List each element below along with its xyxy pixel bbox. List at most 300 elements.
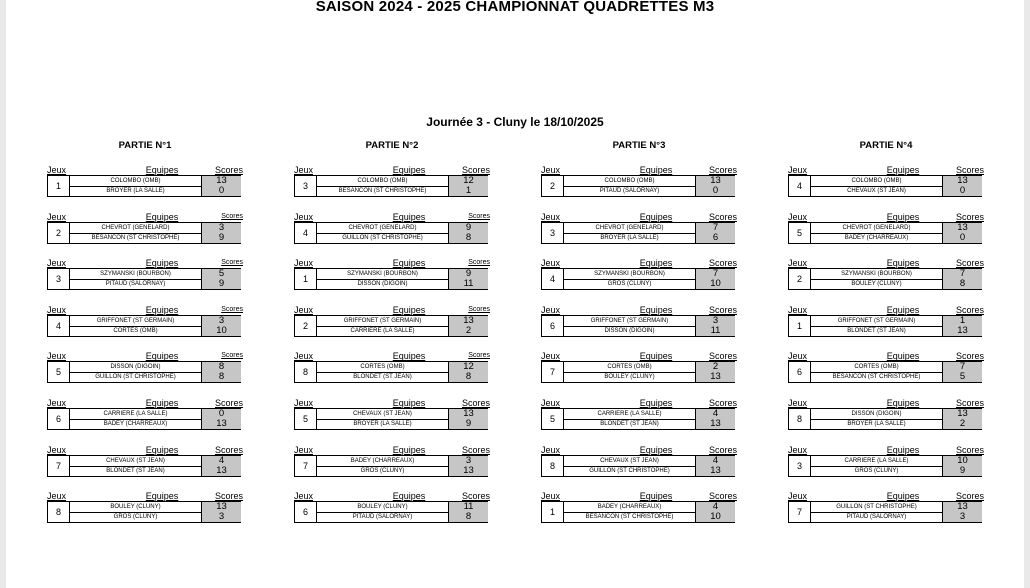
jeux-header: Jeux xyxy=(788,397,808,408)
match-block xyxy=(788,445,984,492)
scores-header: Scores xyxy=(955,211,984,222)
team-2-score: 9 xyxy=(942,466,982,476)
match-table xyxy=(788,455,982,477)
match-table xyxy=(294,455,488,477)
team-2-name: BLONDET (ST JEAN) xyxy=(600,420,659,427)
scores-header: Scores xyxy=(461,397,490,408)
score-sheet xyxy=(6,0,1024,588)
match-block xyxy=(788,212,984,259)
scores-header: Scores xyxy=(221,305,243,313)
team-2-score: 13 xyxy=(695,419,735,429)
jeu-number: 3 xyxy=(48,269,70,289)
team-1-score: 13 xyxy=(448,316,488,327)
team-1-name: CARRIERE (LA SALLE) xyxy=(564,409,695,420)
partie-column xyxy=(47,139,243,538)
match-table xyxy=(47,408,241,430)
jeux-header: Jeux xyxy=(541,304,561,315)
scores-header: Scores xyxy=(214,397,243,408)
match-block xyxy=(541,351,737,398)
match-table xyxy=(47,501,241,523)
equipes-header: Equipes xyxy=(639,397,673,408)
team-1-name: CHEVAUX (ST JEAN) xyxy=(564,456,695,467)
team-1-name: CHEVROT (GENELARD) xyxy=(317,223,448,234)
team-1-score: 4 xyxy=(695,456,735,467)
team-2-score: 3 xyxy=(942,512,982,522)
team-2-name: BESANCON (ST CHRISTOPHE) xyxy=(585,514,674,521)
team-2-score: 13 xyxy=(201,466,241,476)
match-table xyxy=(47,175,241,197)
team-1-name: CHEVAUX (ST JEAN) xyxy=(317,409,448,420)
jeu-number: 1 xyxy=(48,176,70,196)
jeux-header: Jeux xyxy=(294,351,314,362)
equipes-header: Equipes xyxy=(392,304,426,315)
team-2-name: DISSON (DIGOIN) xyxy=(357,281,408,288)
match-table xyxy=(788,501,982,523)
scores-header: Scores xyxy=(468,212,490,220)
team-2-name: BESANCON (ST CHRISTOPHE) xyxy=(832,374,921,381)
match-block xyxy=(541,398,737,445)
match-table xyxy=(294,268,488,290)
jeu-number: 3 xyxy=(542,223,564,243)
team-2-score: 9 xyxy=(201,279,241,289)
match-table xyxy=(47,222,241,244)
equipes-header: Equipes xyxy=(145,491,179,502)
scores-header: Scores xyxy=(955,444,984,455)
team-1-score: 9 xyxy=(448,269,488,280)
jeux-header: Jeux xyxy=(788,304,808,315)
jeux-header: Jeux xyxy=(541,165,561,175)
jeux-header: Jeux xyxy=(47,491,67,502)
team-1-name: CARRIERE (LA SALLE) xyxy=(70,409,201,420)
team-2-name: BESANCON (ST CHRISTOPHE) xyxy=(91,234,180,241)
match-table xyxy=(47,361,241,383)
match-block xyxy=(294,351,490,398)
team-2-name: BROYER (LA SALLE) xyxy=(600,234,659,241)
match-block xyxy=(541,491,737,538)
jeux-header: Jeux xyxy=(294,444,314,455)
scores-header: Scores xyxy=(708,258,737,269)
scores-header: Scores xyxy=(708,491,737,502)
journee-subtitle: Journée 3 - Cluny le 18/10/2025 xyxy=(426,115,604,129)
jeux-header: Jeux xyxy=(47,304,67,315)
match-table xyxy=(541,175,735,197)
equipes-header: Equipes xyxy=(639,165,673,175)
scores-header: Scores xyxy=(468,352,490,360)
match-table xyxy=(541,501,735,523)
match-table xyxy=(47,315,241,337)
team-2-name: BESANCON (ST CHRISTOPHE) xyxy=(338,188,427,194)
scores-header: Scores xyxy=(955,397,984,408)
match-block xyxy=(541,165,737,212)
team-2-name: BROYER (LA SALLE) xyxy=(847,420,906,427)
scores-header: Scores xyxy=(708,304,737,315)
match-block xyxy=(541,305,737,352)
partie-title: PARTIE N°1 xyxy=(118,140,172,151)
scores-header: Scores xyxy=(955,304,984,315)
team-1-name: BOULEY (CLUNY) xyxy=(317,502,448,513)
jeu-number: 4 xyxy=(789,176,811,196)
match-block xyxy=(294,491,490,538)
team-2-name: PITAUD (SALORNAY) xyxy=(352,514,413,521)
match-table xyxy=(541,315,735,337)
team-2-score: 11 xyxy=(695,326,735,336)
team-1-name: CORTES (OMB) xyxy=(317,362,448,373)
jeu-number: 8 xyxy=(295,362,317,382)
jeu-number: 4 xyxy=(542,269,564,289)
match-block xyxy=(47,398,243,445)
team-2-name: CORTES (OMB) xyxy=(113,327,158,334)
team-2-score: 8 xyxy=(448,512,488,522)
jeux-header: Jeux xyxy=(47,351,67,362)
jeu-number: 6 xyxy=(295,502,317,522)
scores-header: Scores xyxy=(708,397,737,408)
jeux-header: Jeux xyxy=(294,211,314,222)
jeux-header: Jeux xyxy=(788,491,808,502)
partie-column xyxy=(294,139,490,538)
team-2-score: 2 xyxy=(448,326,488,336)
team-2-name: BADEY (CHARREAUX) xyxy=(103,420,168,427)
equipes-header: Equipes xyxy=(886,444,920,455)
equipes-header: Equipes xyxy=(639,304,673,315)
team-2-name: GROS (CLUNY) xyxy=(607,281,652,288)
equipes-header: Equipes xyxy=(886,258,920,269)
team-2-name: GUILLON (ST CHRISTOPHE) xyxy=(342,234,423,241)
jeu-number: 6 xyxy=(789,362,811,382)
match-table xyxy=(294,315,488,337)
match-table xyxy=(47,268,241,290)
equipes-header: Equipes xyxy=(145,165,179,175)
jeux-header: Jeux xyxy=(788,351,808,362)
team-2-score: 13 xyxy=(695,372,735,382)
partie-column xyxy=(788,139,984,538)
jeu-number: 1 xyxy=(789,316,811,336)
match-table xyxy=(788,268,982,290)
scores-header: Scores xyxy=(214,444,243,455)
team-1-name: COLOMBO (OMB) xyxy=(811,176,942,187)
team-1-name: COLOMBO (OMB) xyxy=(70,176,201,187)
equipes-header: Equipes xyxy=(886,351,920,362)
match-block xyxy=(788,398,984,445)
team-2-name: GUILLON (ST CHRISTOPHE) xyxy=(95,374,176,381)
match-block xyxy=(294,212,490,259)
team-1-score: 4 xyxy=(695,409,735,420)
team-2-score: 10 xyxy=(201,326,241,336)
scores-header: Scores xyxy=(221,352,243,360)
match-block xyxy=(47,258,243,305)
partie-title: PARTIE N°4 xyxy=(859,140,913,151)
team-2-name: GUILLON (ST CHRISTOPHE) xyxy=(589,467,670,474)
team-1-name: SZYMANSKI (BOURBON) xyxy=(811,269,942,280)
scores-header: Scores xyxy=(708,165,737,175)
team-1-name: GUILLON (ST CHRISTOPHE) xyxy=(811,502,942,513)
team-2-score: 6 xyxy=(695,233,735,243)
match-table xyxy=(788,408,982,430)
scores-header: Scores xyxy=(221,212,243,220)
scores-header: Scores xyxy=(468,259,490,267)
match-table xyxy=(294,361,488,383)
jeux-header: Jeux xyxy=(47,444,67,455)
match-table xyxy=(788,175,982,197)
equipes-header: Equipes xyxy=(886,165,920,175)
scores-header: Scores xyxy=(708,444,737,455)
scores-header: Scores xyxy=(214,165,243,175)
jeux-header: Jeux xyxy=(541,351,561,362)
team-1-score: 13 xyxy=(942,502,982,513)
jeu-number: 7 xyxy=(295,456,317,476)
equipes-header: Equipes xyxy=(639,258,673,269)
team-1-name: CHEVROT (GENELARD) xyxy=(70,223,201,234)
match-table xyxy=(541,408,735,430)
team-2-name: BLONDET (ST JEAN) xyxy=(106,467,165,474)
team-1-score: 13 xyxy=(201,176,241,187)
team-1-score: 13 xyxy=(448,409,488,420)
jeux-header: Jeux xyxy=(541,258,561,269)
equipes-header: Equipes xyxy=(392,258,426,269)
page-title: SAISON 2024 - 2025 CHAMPIONNAT QUADRETTES M3 xyxy=(315,0,715,15)
jeu-number: 3 xyxy=(295,176,317,196)
scores-header: Scores xyxy=(461,444,490,455)
team-2-score: 8 xyxy=(201,372,241,382)
team-2-name: PITAUD (SALORNAY) xyxy=(105,281,166,288)
team-2-name: DISSON (DIGOIN) xyxy=(604,327,655,334)
equipes-header: Equipes xyxy=(886,491,920,502)
team-1-score: 3 xyxy=(695,316,735,327)
team-2-name: BADEY (CHARREAUX) xyxy=(844,234,909,241)
team-1-score: 7 xyxy=(695,223,735,234)
scores-header: Scores xyxy=(955,165,984,175)
match-table xyxy=(541,222,735,244)
equipes-header: Equipes xyxy=(145,211,179,222)
jeu-number: 2 xyxy=(789,269,811,289)
equipes-header: Equipes xyxy=(145,444,179,455)
scores-header: Scores xyxy=(708,211,737,222)
equipes-header: Equipes xyxy=(392,211,426,222)
match-table xyxy=(541,455,735,477)
jeu-number: 7 xyxy=(542,362,564,382)
jeu-number: 1 xyxy=(542,502,564,522)
team-1-score: 0 xyxy=(201,409,241,420)
team-1-score: 13 xyxy=(942,176,982,187)
team-2-name: BROYER (LA SALLE) xyxy=(106,188,165,194)
team-2-name: BOULEY (CLUNY) xyxy=(604,374,655,381)
equipes-header: Equipes xyxy=(639,211,673,222)
team-2-score: 13 xyxy=(942,326,982,336)
equipes-header: Equipes xyxy=(145,397,179,408)
match-block xyxy=(294,165,490,212)
jeux-header: Jeux xyxy=(294,397,314,408)
team-1-name: CHEVROT (GENELARD) xyxy=(811,223,942,234)
match-block xyxy=(47,212,243,259)
team-2-name: GROS (CLUNY) xyxy=(854,467,899,474)
equipes-header: Equipes xyxy=(392,165,426,175)
equipes-header: Equipes xyxy=(639,491,673,502)
equipes-header: Equipes xyxy=(145,304,179,315)
team-2-score: 0 xyxy=(695,186,735,196)
jeux-header: Jeux xyxy=(47,211,67,222)
team-1-score: 1 xyxy=(942,316,982,327)
match-table xyxy=(788,361,982,383)
jeux-header: Jeux xyxy=(788,165,808,175)
equipes-header: Equipes xyxy=(639,444,673,455)
team-2-name: BLONDET (ST JEAN) xyxy=(353,374,412,381)
equipes-header: Equipes xyxy=(392,444,426,455)
jeux-header: Jeux xyxy=(294,304,314,315)
jeu-number: 2 xyxy=(295,316,317,336)
team-1-name: BADEY (CHARREAUX) xyxy=(317,456,448,467)
team-1-name: CHEVAUX (ST JEAN) xyxy=(70,456,201,467)
team-2-score: 0 xyxy=(201,186,241,196)
team-2-name: GROS (CLUNY) xyxy=(113,514,158,521)
match-block xyxy=(294,305,490,352)
match-table xyxy=(294,222,488,244)
team-1-score: 7 xyxy=(942,269,982,280)
team-1-score: 7 xyxy=(695,269,735,280)
team-1-name: GRIFFONET (ST GERMAIN) xyxy=(317,316,448,327)
equipes-header: Equipes xyxy=(145,258,179,269)
jeu-number: 6 xyxy=(542,316,564,336)
scores-header: Scores xyxy=(708,351,737,362)
team-2-score: 9 xyxy=(201,233,241,243)
scores-header: Scores xyxy=(221,259,243,267)
match-block xyxy=(788,351,984,398)
team-1-name: GRIFFONET (ST GERMAIN) xyxy=(811,316,942,327)
team-1-score: 11 xyxy=(448,502,488,513)
team-1-score: 13 xyxy=(942,223,982,234)
team-1-score: 4 xyxy=(695,502,735,513)
partie-title: PARTIE N°2 xyxy=(365,140,419,151)
scores-header: Scores xyxy=(461,491,490,502)
team-1-name: CARRIERE (LA SALLE) xyxy=(811,456,942,467)
jeu-number: 7 xyxy=(789,502,811,522)
team-2-score: 11 xyxy=(448,279,488,289)
equipes-header: Equipes xyxy=(886,304,920,315)
scores-header: Scores xyxy=(955,351,984,362)
jeux-header: Jeux xyxy=(788,211,808,222)
partie-title: PARTIE N°3 xyxy=(612,140,666,151)
team-2-score: 3 xyxy=(201,512,241,522)
jeux-header: Jeux xyxy=(541,444,561,455)
jeux-header: Jeux xyxy=(541,211,561,222)
jeu-number: 5 xyxy=(295,409,317,429)
match-block xyxy=(788,165,984,212)
match-table xyxy=(294,501,488,523)
match-table xyxy=(541,268,735,290)
match-block xyxy=(294,258,490,305)
team-1-score: 10 xyxy=(942,456,982,467)
team-2-score: 10 xyxy=(695,512,735,522)
scores-header: Scores xyxy=(468,305,490,313)
jeux-header: Jeux xyxy=(294,165,314,175)
team-2-score: 13 xyxy=(201,419,241,429)
team-1-name: COLOMBO (OMB) xyxy=(564,176,695,187)
jeu-number: 5 xyxy=(48,362,70,382)
team-1-name: SZYMANSKI (BOURBON) xyxy=(564,269,695,280)
match-block xyxy=(294,445,490,492)
match-block xyxy=(47,491,243,538)
jeux-header: Jeux xyxy=(294,491,314,502)
team-2-score: 0 xyxy=(942,233,982,243)
team-2-score: 10 xyxy=(695,279,735,289)
equipes-header: Equipes xyxy=(392,351,426,362)
team-1-name: DISSON (DIGOIN) xyxy=(811,409,942,420)
match-block xyxy=(541,212,737,259)
team-2-score: 0 xyxy=(942,186,982,196)
team-1-score: 3 xyxy=(201,316,241,327)
jeu-number: 8 xyxy=(48,502,70,522)
equipes-header: Equipes xyxy=(392,491,426,502)
team-1-score: 9 xyxy=(448,223,488,234)
jeux-header: Jeux xyxy=(47,258,67,269)
team-1-name: BADEY (CHARREAUX) xyxy=(564,502,695,513)
team-2-score: 2 xyxy=(942,419,982,429)
team-1-name: CORTES (OMB) xyxy=(811,362,942,373)
team-1-score: 12 xyxy=(448,362,488,373)
team-2-name: BROYER (LA SALLE) xyxy=(353,420,412,427)
equipes-header: Equipes xyxy=(886,397,920,408)
team-2-score: 8 xyxy=(942,279,982,289)
team-1-name: GRIFFONET (ST GERMAIN) xyxy=(70,316,201,327)
equipes-header: Equipes xyxy=(886,211,920,222)
equipes-header: Equipes xyxy=(145,351,179,362)
team-1-score: 2 xyxy=(695,362,735,373)
match-table xyxy=(788,315,982,337)
team-1-name: CHEVROT (GENELARD) xyxy=(564,223,695,234)
team-1-score: 4 xyxy=(201,456,241,467)
jeux-header: Jeux xyxy=(47,397,67,408)
scores-header: Scores xyxy=(955,258,984,269)
match-table xyxy=(294,408,488,430)
jeu-number: 2 xyxy=(48,223,70,243)
team-1-score: 5 xyxy=(201,269,241,280)
jeux-header: Jeux xyxy=(294,258,314,269)
jeux-header: Jeux xyxy=(788,258,808,269)
match-table xyxy=(47,455,241,477)
match-block xyxy=(47,305,243,352)
team-2-name: GROS (CLUNY) xyxy=(360,467,405,474)
equipes-header: Equipes xyxy=(639,351,673,362)
match-block xyxy=(788,491,984,538)
jeu-number: 8 xyxy=(789,409,811,429)
scores-header: Scores xyxy=(461,165,490,175)
team-1-name: COLOMBO (OMB) xyxy=(317,176,448,187)
match-block xyxy=(788,258,984,305)
partie-column xyxy=(541,139,737,538)
jeu-number: 6 xyxy=(48,409,70,429)
match-block xyxy=(47,351,243,398)
team-1-name: DISSON (DIGOIN) xyxy=(70,362,201,373)
team-2-name: BOULEY (CLUNY) xyxy=(851,281,902,288)
jeux-header: Jeux xyxy=(788,444,808,455)
equipes-header: Equipes xyxy=(392,397,426,408)
jeux-header: Jeux xyxy=(541,491,561,502)
team-2-name: CARRIERE (LA SALLE) xyxy=(350,327,415,334)
team-1-name: GRIFFONET (ST GERMAIN) xyxy=(564,316,695,327)
team-1-name: SZYMANSKI (BOURBON) xyxy=(70,269,201,280)
team-2-score: 1 xyxy=(448,186,488,196)
team-2-score: 8 xyxy=(448,233,488,243)
match-block xyxy=(541,258,737,305)
jeu-number: 7 xyxy=(48,456,70,476)
scores-header: Scores xyxy=(214,491,243,502)
team-2-score: 13 xyxy=(448,466,488,476)
team-2-name: BLONDET (ST JEAN) xyxy=(847,327,906,334)
team-2-score: 13 xyxy=(695,466,735,476)
team-1-score: 3 xyxy=(201,223,241,234)
jeu-number: 4 xyxy=(295,223,317,243)
team-2-name: CHEVAUX (ST JEAN) xyxy=(847,188,906,194)
jeu-number: 8 xyxy=(542,456,564,476)
match-table xyxy=(541,361,735,383)
